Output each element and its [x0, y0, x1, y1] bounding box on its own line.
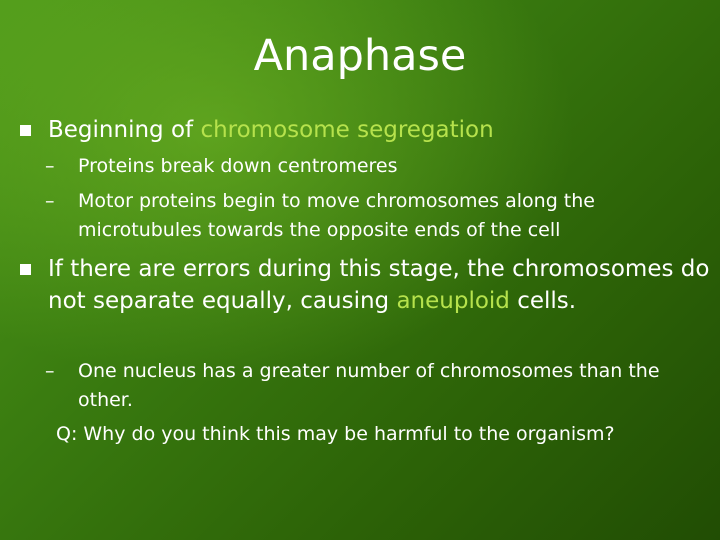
- sub-item-text: Proteins break down centromeres: [78, 155, 398, 177]
- bullet-segregation-lead: Beginning of: [48, 117, 201, 143]
- bullet-segregation: [20, 114, 710, 146]
- highlight-aneuploid: aneuploid: [396, 288, 510, 314]
- bullet-errors-text: [48, 253, 710, 317]
- sub-item-motor-proteins: [45, 187, 705, 245]
- bullet-errors-tail: cells.: [509, 288, 577, 314]
- sub-item-nucleus: [45, 357, 705, 415]
- sub-item-text: Motor proteins begin to move chromosomes along the microtubules towards the opposite ends of the cell: [78, 190, 595, 241]
- bullet-segregation-text: [48, 114, 710, 146]
- slide-title: Anaphase: [253, 31, 467, 81]
- bullet-errors-lead: If there are errors during this stage, the chromosomes do not separate equally, causing: [48, 256, 710, 314]
- dash-bullet-icon: –: [45, 360, 55, 382]
- square-bullet-icon: [20, 125, 31, 136]
- highlight-chromosome-segregation: chromosome segregation: [200, 117, 494, 143]
- dash-bullet-icon: –: [45, 190, 55, 212]
- sub-item-centromeres: [45, 152, 705, 181]
- bullet-errors: [20, 253, 710, 317]
- sub-item-text: One nucleus has a greater number of chromosomes than the other.: [78, 360, 660, 411]
- dash-bullet-icon: –: [45, 155, 55, 177]
- question-prompt: Q: Why do you think this may be harmful to the organism?: [56, 423, 615, 445]
- square-bullet-icon: [20, 264, 31, 275]
